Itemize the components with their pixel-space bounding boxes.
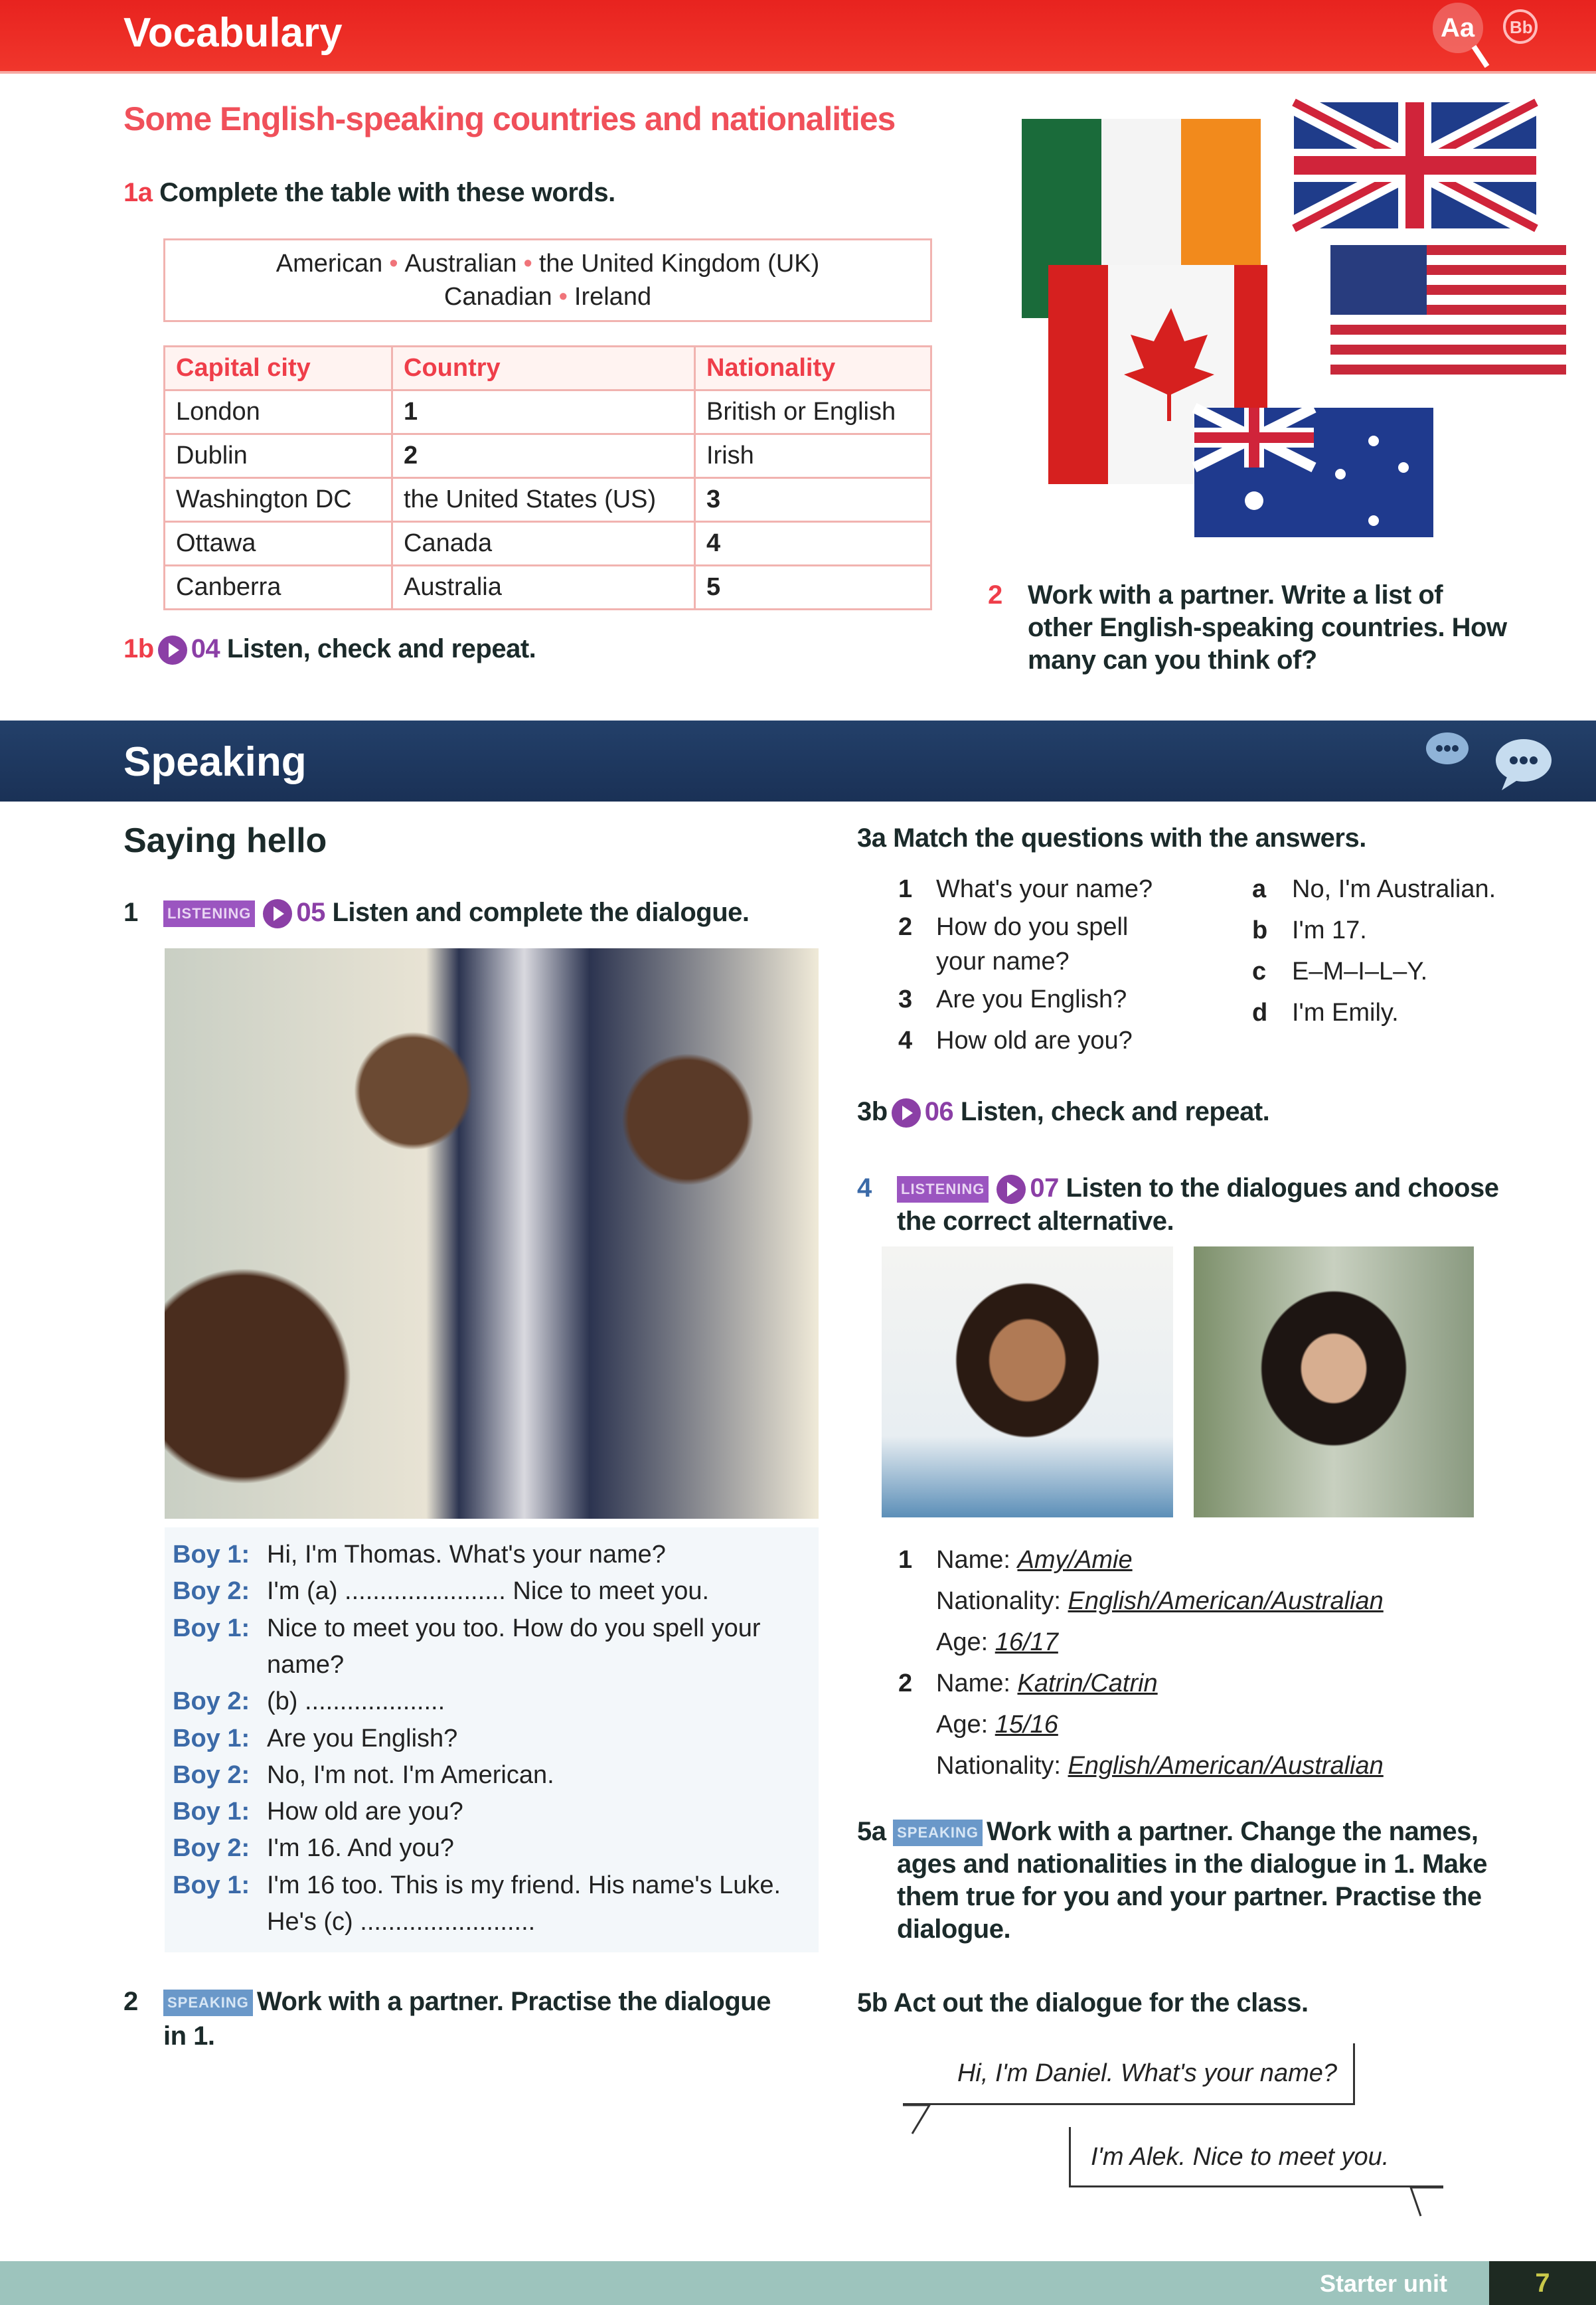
dialogue-text: I'm 16 too. This is my friend. His name's Luke.: [267, 1871, 781, 1899]
dialogue-line: [173, 1687, 445, 1716]
item-label: Nationality:: [936, 1752, 1061, 1780]
item-alternatives[interactable]: Katrin/Catrin: [1017, 1669, 1158, 1697]
dialogue-text: He's (c) .........................: [267, 1908, 536, 1936]
countries-table: [163, 345, 932, 610]
dialogue-line: [173, 1577, 709, 1606]
table-row: London 1 British or English: [165, 390, 931, 434]
play-audio-icon[interactable]: [997, 1175, 1026, 1204]
dialogue-text: No, I'm not. I'm American.: [267, 1760, 554, 1789]
dialogue-text: name?: [267, 1650, 345, 1679]
question-item: 4 How old are you?: [898, 1027, 1133, 1055]
bubble-tail: [1374, 2186, 1447, 2219]
australia-flag: [1194, 408, 1433, 537]
speech-bubbles-icon: [1421, 727, 1554, 794]
dialogue-line: [173, 1908, 535, 1936]
table-row: Ottawa Canada 4: [165, 522, 931, 566]
header-country: Country: [392, 347, 695, 390]
word: Australian: [404, 250, 517, 278]
speaker: Boy 1:: [173, 1541, 250, 1569]
table-row: Washington DC the United States (US) 3: [165, 478, 931, 522]
speaker: Boy 2:: [173, 1760, 250, 1789]
speaker: Boy 2:: [173, 1834, 250, 1863]
item-number: 2: [898, 1669, 913, 1697]
dialogue-text: (b) ....................: [267, 1687, 445, 1716]
question-item: 1 What's your name?: [898, 875, 1153, 903]
page-number: 7: [1489, 2261, 1596, 2305]
section-title-vocabulary: Vocabulary: [123, 10, 343, 56]
play-audio-icon[interactable]: [158, 636, 187, 665]
aa-label: Aa: [1441, 13, 1475, 43]
dialogue-text: Are you English?: [267, 1724, 458, 1752]
dialogue-line: [173, 1725, 457, 1753]
exercise-2-speaking: 2 SPEAKING Work with a partner. Practise the dialogue in 1.: [123, 1987, 771, 2051]
question-item: 2 How do you spell: [898, 913, 1129, 941]
listening-item: [898, 1539, 1384, 1580]
table-row: Canberra Australia 5: [165, 566, 931, 610]
item-label: Name:: [936, 1546, 1010, 1574]
track-number: 04: [191, 634, 220, 663]
speaker: Boy 1:: [173, 1798, 250, 1826]
dialogue-text: I'm (a) ....................... Nice to meet you.: [267, 1577, 710, 1606]
dialogue-line: [173, 1871, 781, 1900]
item-label: Age:: [936, 1711, 989, 1739]
exercise-3b: 3b 06 Listen, check and repeat.: [857, 1097, 1269, 1128]
instruction: Complete the table with these words.: [159, 178, 615, 207]
item-label: Nationality:: [936, 1587, 1061, 1615]
item-alternatives[interactable]: Amy/Amie: [1017, 1546, 1133, 1574]
speaking-badge: SPEAKING: [163, 1990, 253, 2016]
item-alternatives[interactable]: English/American/Australian: [1068, 1587, 1384, 1615]
usa-flag: [1330, 245, 1566, 375]
listening-item: [898, 1580, 1384, 1622]
dialogue-line: [173, 1541, 666, 1569]
speaking-badge: SPEAKING: [893, 1820, 983, 1846]
subtitle-saying-hello: Saying hello: [123, 821, 327, 860]
listening-item: [898, 1622, 1384, 1663]
exercise-3a: 3a Match the questions with the answers.: [857, 823, 1366, 853]
word: American: [276, 250, 383, 278]
header-capital: Capital city: [165, 347, 392, 390]
questions-list: [898, 869, 1153, 1061]
listening-badge: LISTENING: [163, 900, 255, 927]
vocabulary-subtitle: Some English-speaking countries and nationalities: [123, 100, 896, 137]
girl-photo-amy: [882, 1246, 1173, 1517]
item-number: 1: [898, 1546, 913, 1574]
listening-item: [898, 1663, 1384, 1704]
exercise-1b: 1b 04 Listen, check and repeat.: [123, 634, 536, 665]
header-nationality: Nationality: [695, 347, 931, 390]
speaker: Boy 1:: [173, 1614, 250, 1642]
exercise-5b: 5b Act out the dialogue for the class.: [857, 1988, 1309, 2017]
speaker: Boy 1:: [173, 1871, 250, 1899]
question-item: 3 Are you English?: [898, 985, 1127, 1013]
three-boys-photo: [165, 948, 819, 1519]
dialogue-text: Nice to meet you too. How do you spell your: [267, 1614, 761, 1642]
dialogue-text: How old are you?: [267, 1798, 463, 1826]
exercise-number: 1a: [123, 178, 153, 207]
word: the United Kingdom (UK): [538, 250, 820, 278]
item-label: Name:: [936, 1669, 1010, 1697]
item-label: Age:: [936, 1628, 989, 1656]
table-row: Dublin 2 Irish: [165, 434, 931, 478]
item-alternatives[interactable]: 16/17: [995, 1628, 1058, 1656]
table-header-row: [165, 347, 931, 390]
dialogue-text: I'm 16. And you?: [267, 1834, 454, 1863]
speaker: Boy 1:: [173, 1724, 250, 1752]
exercise-1a: [123, 178, 615, 208]
flags-image: [1022, 96, 1566, 541]
listening-item: [898, 1745, 1384, 1786]
exercise-4: 4 LISTENING 07 Listen to the dialogues and choose the correct alternative.: [857, 1173, 1499, 1236]
dialogue-line: [173, 1651, 344, 1679]
item-alternatives[interactable]: English/American/Australian: [1068, 1752, 1384, 1780]
question-item: your name?: [936, 948, 1070, 976]
footer-unit: Starter unit: [1320, 2270, 1448, 2297]
dialogue-text: Hi, I'm Thomas. What's your name?: [267, 1541, 666, 1569]
bb-label: Bb: [1510, 17, 1533, 37]
answer-item: d I'm Emily.: [1252, 999, 1399, 1027]
speech-bubble-daniel: Hi, I'm Daniel. What's your name?: [903, 2043, 1355, 2105]
answer-item: a No, I'm Australian.: [1252, 875, 1496, 903]
dialogue-line: [173, 1761, 554, 1790]
speaker: Boy 2:: [173, 1687, 250, 1716]
dialogue-line: [173, 1614, 761, 1643]
play-audio-icon[interactable]: [892, 1098, 921, 1128]
word: Ireland: [574, 283, 652, 311]
answer-item: b I'm 17.: [1252, 916, 1367, 944]
answer-item: c E–M–I–L–Y.: [1252, 958, 1428, 985]
bubble-tail: [903, 2104, 956, 2137]
exercise-5a: 5a SPEAKING Work with a partner. Change the names, ages and nationalities in the dialogue in 1. Make them true for you and your partner. Practise the dialogue.: [857, 1817, 1488, 1944]
answers-list: [1252, 869, 1496, 1033]
listening-items: [898, 1539, 1384, 1786]
speaker: Boy 2:: [173, 1577, 250, 1606]
section-title-speaking: Speaking: [123, 739, 307, 785]
play-audio-icon[interactable]: [263, 899, 292, 928]
exercise-1-speaking: 1 LISTENING 05 Listen and complete the dialogue.: [123, 898, 750, 928]
girl-photo-katrin: [1194, 1246, 1474, 1517]
dialogue-line: [173, 1834, 454, 1863]
item-alternatives[interactable]: 15/16: [995, 1711, 1058, 1739]
uk-flag: [1294, 102, 1536, 228]
dialogue-line: [173, 1798, 463, 1826]
listening-item: [898, 1704, 1384, 1745]
listening-badge: LISTENING: [897, 1176, 989, 1203]
exercise-2-vocab: 2 Work with a partner. Write a list of other English-speaking countries. How many can you think of?: [988, 580, 1507, 675]
speech-bubble-alek: I'm Alek. Nice to meet you.: [1069, 2127, 1443, 2187]
word-box: American • Australian • the United Kingdom (UK) Canadian • Ireland: [163, 238, 932, 322]
word: Canadian: [443, 283, 552, 311]
